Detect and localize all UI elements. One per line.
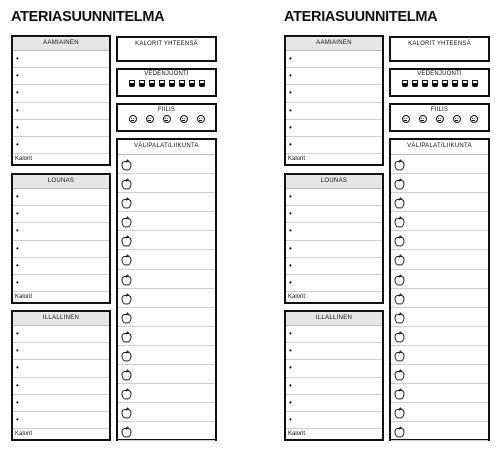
water-intake-box [116, 68, 217, 97]
meal-calories-label[interactable]: Kalorit [15, 156, 33, 163]
mood-face-icon[interactable] [146, 115, 154, 123]
meal-line[interactable]: • [286, 223, 382, 240]
meal-calories-label[interactable]: Kalorit [15, 431, 33, 438]
water-intake-box [389, 68, 490, 97]
snack-row[interactable] [118, 365, 215, 384]
mood-face-icon[interactable] [197, 115, 205, 123]
mood-face-icon[interactable] [180, 115, 188, 123]
meal-line[interactable]: • [286, 395, 382, 412]
meal-box-aamiainen [284, 35, 384, 166]
meal-line[interactable]: • [13, 258, 109, 275]
total-calories-label: KALORIT YHTEENSÄ [135, 41, 198, 47]
water-glass-icon[interactable] [129, 80, 135, 87]
meal-line[interactable]: • [13, 326, 109, 343]
water-glass-icon[interactable] [422, 80, 428, 87]
meal-line[interactable]: • [286, 275, 382, 292]
mood-faces [118, 115, 215, 123]
apple-icon[interactable] [394, 368, 405, 380]
meal-box-title: ILLALLINEN [13, 312, 109, 326]
snacks-exercise-box [389, 138, 490, 441]
apple-icon[interactable] [121, 234, 132, 246]
mood-face-icon[interactable] [402, 115, 410, 123]
water-intake-label: VEDENJUONTI [144, 71, 189, 77]
water-glasses [118, 80, 215, 87]
snack-row[interactable] [391, 155, 488, 174]
meal-line[interactable]: • [286, 137, 382, 154]
mood-label: FIILIS [157, 107, 176, 113]
snack-row[interactable] [118, 250, 215, 269]
meal-box-lounas [284, 173, 384, 304]
apple-icon[interactable] [121, 196, 132, 208]
snack-row[interactable] [391, 365, 488, 384]
total-calories-box[interactable] [389, 36, 490, 62]
snacks-exercise-title: VÄLIPALAT/LIIKUNTA [118, 140, 215, 155]
snack-row[interactable] [118, 289, 215, 308]
snack-row[interactable] [391, 346, 488, 365]
meal-line[interactable]: • [286, 326, 382, 343]
mood-label: FIILIS [430, 107, 449, 113]
snack-row[interactable] [391, 289, 488, 308]
water-glass-icon[interactable] [139, 80, 145, 87]
meal-line[interactable]: • [286, 68, 382, 85]
meal-line[interactable]: • [286, 378, 382, 395]
mood-face-icon[interactable] [163, 115, 171, 123]
apple-icon[interactable] [394, 273, 405, 285]
meal-calories-label[interactable]: Kalorit [288, 156, 306, 163]
water-glass-icon[interactable] [472, 80, 478, 87]
mood-faces [391, 115, 488, 123]
meal-box-title: LOUNAS [286, 175, 382, 189]
meal-line[interactable]: • [13, 51, 109, 68]
total-calories-box[interactable] [116, 36, 217, 62]
planner-page-left [11, 0, 232, 450]
water-glass-icon[interactable] [462, 80, 468, 87]
meal-line[interactable]: • [286, 360, 382, 377]
snack-row[interactable] [118, 308, 215, 327]
meal-line[interactable]: • [13, 275, 109, 292]
water-glass-icon[interactable] [412, 80, 418, 87]
apple-icon[interactable] [394, 177, 405, 189]
meal-line[interactable]: • [13, 378, 109, 395]
water-glass-icon[interactable] [189, 80, 195, 87]
apple-icon[interactable] [394, 234, 405, 246]
water-glass-icon[interactable] [199, 80, 205, 87]
meal-line[interactable]: • [286, 206, 382, 223]
apple-icon[interactable] [394, 253, 405, 265]
apple-icon[interactable] [121, 330, 132, 342]
apple-icon[interactable] [394, 292, 405, 304]
apple-icon[interactable] [121, 158, 132, 170]
snack-row[interactable] [391, 174, 488, 193]
mood-box [389, 103, 490, 132]
snack-row[interactable] [391, 212, 488, 231]
apple-icon[interactable] [121, 311, 132, 323]
snack-row[interactable] [118, 346, 215, 365]
apple-icon[interactable] [394, 311, 405, 323]
apple-icon[interactable] [121, 273, 132, 285]
snack-row[interactable] [118, 422, 215, 441]
snack-row[interactable] [391, 250, 488, 269]
meal-box-title: ILLALLINEN [286, 312, 382, 326]
apple-icon[interactable] [394, 330, 405, 342]
meal-box-lounas [11, 173, 111, 304]
snacks-exercise-title: VÄLIPALAT/LIIKUNTA [391, 140, 488, 155]
water-glass-icon[interactable] [179, 80, 185, 87]
meal-box-illallinen [11, 310, 111, 441]
meal-line[interactable]: • [286, 120, 382, 137]
apple-icon[interactable] [121, 406, 132, 418]
page-title: ATERIASUUNNITELMA [284, 9, 438, 25]
water-glasses [391, 80, 488, 87]
apple-icon[interactable] [121, 215, 132, 227]
snack-row[interactable] [391, 327, 488, 346]
meal-line[interactable]: • [13, 360, 109, 377]
meal-box-illallinen [284, 310, 384, 441]
meal-line[interactable]: • [13, 223, 109, 240]
snack-row[interactable] [391, 231, 488, 250]
snack-row[interactable] [118, 155, 215, 174]
apple-icon[interactable] [394, 215, 405, 227]
meal-box-title: AAMIAINEN [13, 37, 109, 51]
snack-row[interactable] [118, 231, 215, 250]
meal-box-title: AAMIAINEN [286, 37, 382, 51]
meal-line[interactable]: • [286, 103, 382, 120]
apple-icon[interactable] [394, 406, 405, 418]
snack-row[interactable] [118, 384, 215, 403]
apple-icon[interactable] [121, 387, 132, 399]
meal-line[interactable]: • [13, 395, 109, 412]
meal-line[interactable]: • [13, 137, 109, 154]
meal-line[interactable]: • [13, 68, 109, 85]
meal-line[interactable]: • [13, 189, 109, 206]
meal-line[interactable]: • [286, 189, 382, 206]
meal-box-title: LOUNAS [13, 175, 109, 189]
snack-row[interactable] [118, 327, 215, 346]
meal-line[interactable]: • [13, 206, 109, 223]
snack-row[interactable] [391, 308, 488, 327]
mood-box [116, 103, 217, 132]
apple-icon[interactable] [121, 349, 132, 361]
meal-line[interactable]: • [13, 241, 109, 258]
mood-face-icon[interactable] [129, 115, 137, 123]
meal-line[interactable]: • [286, 343, 382, 360]
snack-row[interactable] [118, 212, 215, 231]
meal-line[interactable]: • [286, 85, 382, 102]
mood-face-icon[interactable] [419, 115, 427, 123]
apple-icon[interactable] [394, 158, 405, 170]
snack-row[interactable] [391, 422, 488, 441]
snack-row[interactable] [391, 270, 488, 289]
page-title: ATERIASUUNNITELMA [11, 9, 165, 25]
snack-row[interactable] [118, 270, 215, 289]
meal-calories-label[interactable]: Kalorit [288, 294, 306, 301]
water-glass-icon[interactable] [169, 80, 175, 87]
water-glass-icon[interactable] [442, 80, 448, 87]
total-calories-label: KALORIT YHTEENSÄ [408, 41, 471, 47]
apple-icon[interactable] [121, 292, 132, 304]
water-glass-icon[interactable] [432, 80, 438, 87]
snack-row[interactable] [118, 403, 215, 422]
meal-line[interactable]: • [13, 103, 109, 120]
apple-icon[interactable] [121, 425, 132, 437]
snack-row[interactable] [391, 384, 488, 403]
meal-line[interactable]: • [286, 412, 382, 429]
apple-icon[interactable] [394, 196, 405, 208]
meal-line[interactable]: • [13, 343, 109, 360]
meal-line[interactable]: • [13, 412, 109, 429]
water-glass-icon[interactable] [452, 80, 458, 87]
apple-icon[interactable] [121, 368, 132, 380]
snack-row[interactable] [391, 403, 488, 422]
mood-face-icon[interactable] [453, 115, 461, 123]
meal-line[interactable]: • [13, 85, 109, 102]
snacks-exercise-box [116, 138, 217, 441]
apple-icon[interactable] [121, 177, 132, 189]
water-glass-icon[interactable] [402, 80, 408, 87]
apple-icon[interactable] [394, 387, 405, 399]
meal-box-aamiainen [11, 35, 111, 166]
apple-icon[interactable] [394, 425, 405, 437]
meal-line[interactable]: • [286, 51, 382, 68]
snack-row[interactable] [118, 174, 215, 193]
meal-calories-label[interactable]: Kalorit [15, 294, 33, 301]
meal-line[interactable]: • [13, 120, 109, 137]
meal-line[interactable]: • [286, 241, 382, 258]
mood-face-icon[interactable] [470, 115, 478, 123]
apple-icon[interactable] [121, 253, 132, 265]
mood-face-icon[interactable] [436, 115, 444, 123]
meal-calories-label[interactable]: Kalorit [288, 431, 306, 438]
meal-line[interactable]: • [286, 258, 382, 275]
water-intake-label: VEDENJUONTI [417, 71, 462, 77]
snack-row[interactable] [118, 193, 215, 212]
water-glass-icon[interactable] [159, 80, 165, 87]
water-glass-icon[interactable] [149, 80, 155, 87]
planner-page-right [284, 0, 500, 450]
snack-row[interactable] [391, 193, 488, 212]
apple-icon[interactable] [394, 349, 405, 361]
